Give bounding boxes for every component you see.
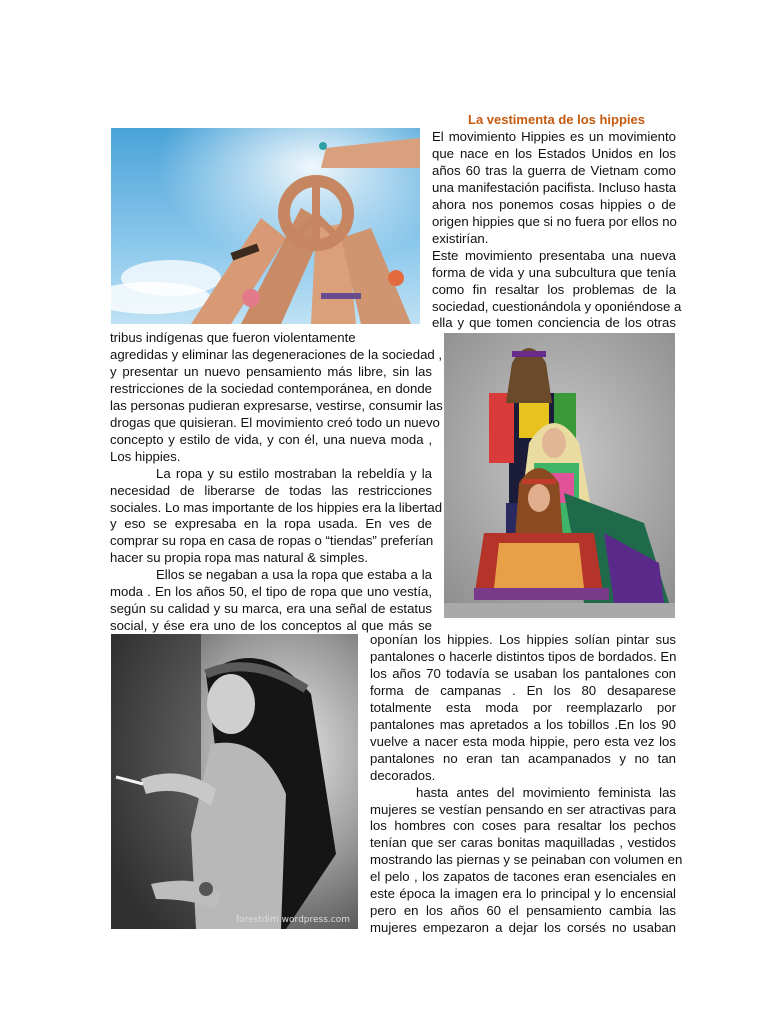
text-line: mujeres empezaron a dejar los corsés no usaban <box>370 920 676 936</box>
text-line: agredidas y eliminar las degeneraciones de la sociedad , <box>110 346 443 362</box>
text-line: forma de vida y una subcultura que tenía <box>432 264 676 280</box>
text-line: hacer su propia ropa mas natural & simples. <box>110 550 369 566</box>
text-line: El movimiento Hippies es un movimiento <box>432 129 676 144</box>
photo-watermark: forestdim.wordpress.com <box>235 915 350 925</box>
text-line: La ropa y su estilo mostraban la rebeldía y la <box>156 465 432 481</box>
text-line: pantalones o hacerle distintos tipos de bordados. En <box>370 648 677 664</box>
text-line: decorados. <box>370 767 436 783</box>
text-line: origen hippies que si no fuera por ellos no <box>432 213 677 229</box>
text-line: ella y que tomen conciencia de los otras <box>432 315 676 331</box>
text-line: y eso se expresaba en la ropa usada. En ves de <box>110 516 432 532</box>
text-line: Ellos se negaban a usa la ropa que estaba a la <box>156 567 432 583</box>
peace-hands-photo <box>111 128 420 324</box>
text-line: Los hippies. <box>110 448 181 464</box>
document-title: La vestimenta de los hippies <box>468 112 645 127</box>
text-line: pantalones mas apretados a los tobillos .En los 90 <box>370 716 676 732</box>
text-line: vuelve a nacer esta moda hippie, pero esta vez los <box>370 733 676 749</box>
text-line: drogas que quisieran. El movimiento creó todo un nuevo <box>110 414 440 430</box>
text-line: social, y ése era uno de los conceptos al que más se <box>110 618 432 634</box>
text-line: existirían. <box>432 230 489 246</box>
text-line: Este movimiento presentaba una nueva <box>432 247 676 263</box>
text-line: y presentar un nuevo pensamiento más libre, sin las <box>110 363 432 379</box>
text-line: mujeres se vestían pensando en ser atractivas para <box>370 801 676 817</box>
text-line: tribus indígenas que fueron violentamente <box>110 330 356 345</box>
text-line: según su calidad y su marca, era una señal de estatus <box>110 601 432 617</box>
text-line: restricciones de la sociedad contemporánea, en donde <box>110 380 432 396</box>
text-line: sociales. Lo mas importante de los hippies era la libertad <box>110 499 443 515</box>
text-line: mostrando las piernas y se peinaban con volumen en <box>370 852 683 868</box>
text-line: totalmente esta moda por reemplazarlo por <box>370 699 676 715</box>
text-line: que nace en los Estados Unidos en los <box>432 145 676 161</box>
text-line: moda . En los años 50, el tipo de ropa que uno vestía, <box>110 584 432 600</box>
text-line: necesidad de liberarse de todas las restricciones <box>110 482 432 498</box>
text-line: el pelo , los zapatos de tacones eran esenciales en <box>370 869 676 885</box>
text-line: pantalones no eran tan acampanados y no tan <box>370 750 676 766</box>
text-line: hasta antes del movimiento feminista las <box>416 784 676 800</box>
text-line: oponían los hippies. Los hippies solían pintar sus <box>370 632 676 647</box>
text-line: una manifestación pacifista. Incluso hasta <box>432 179 677 195</box>
text-line: pero en los años 60 el pensamiento cambia las <box>370 903 676 919</box>
text-line: los años 70 todavía se usaban los pantalones con <box>370 665 676 681</box>
woman-headband-photo <box>111 634 358 929</box>
text-line: ahora nos ponemos cosas hippies o de <box>432 196 676 212</box>
text-line: sociedad, cuestionándola y oponiéndose a <box>432 298 682 314</box>
text-line: este época la imagen era lo principal y lo encensial <box>370 886 676 902</box>
hippies-group-photo <box>444 333 675 618</box>
text-line: forma de campanas . En los 80 desaparese <box>370 682 676 698</box>
text-line: comprar su ropa en casa de ropas o “tiendas” preferían <box>110 533 434 549</box>
text-line: como fin resaltar los problemas de la <box>432 281 676 297</box>
text-line: los hombres con coses para resaltar los pechos <box>370 818 676 834</box>
text-line: años 60 tras la guerra de Vietnam como <box>432 162 676 178</box>
text-line: concepto y estilo de vida, y con él, una nueva moda , <box>110 431 432 447</box>
text-line: tenían que ser caras bonitas maquilladas , vestidos <box>370 835 676 851</box>
text-line: las personas pudieran expresarse, vestirse, consumir las <box>110 397 443 413</box>
